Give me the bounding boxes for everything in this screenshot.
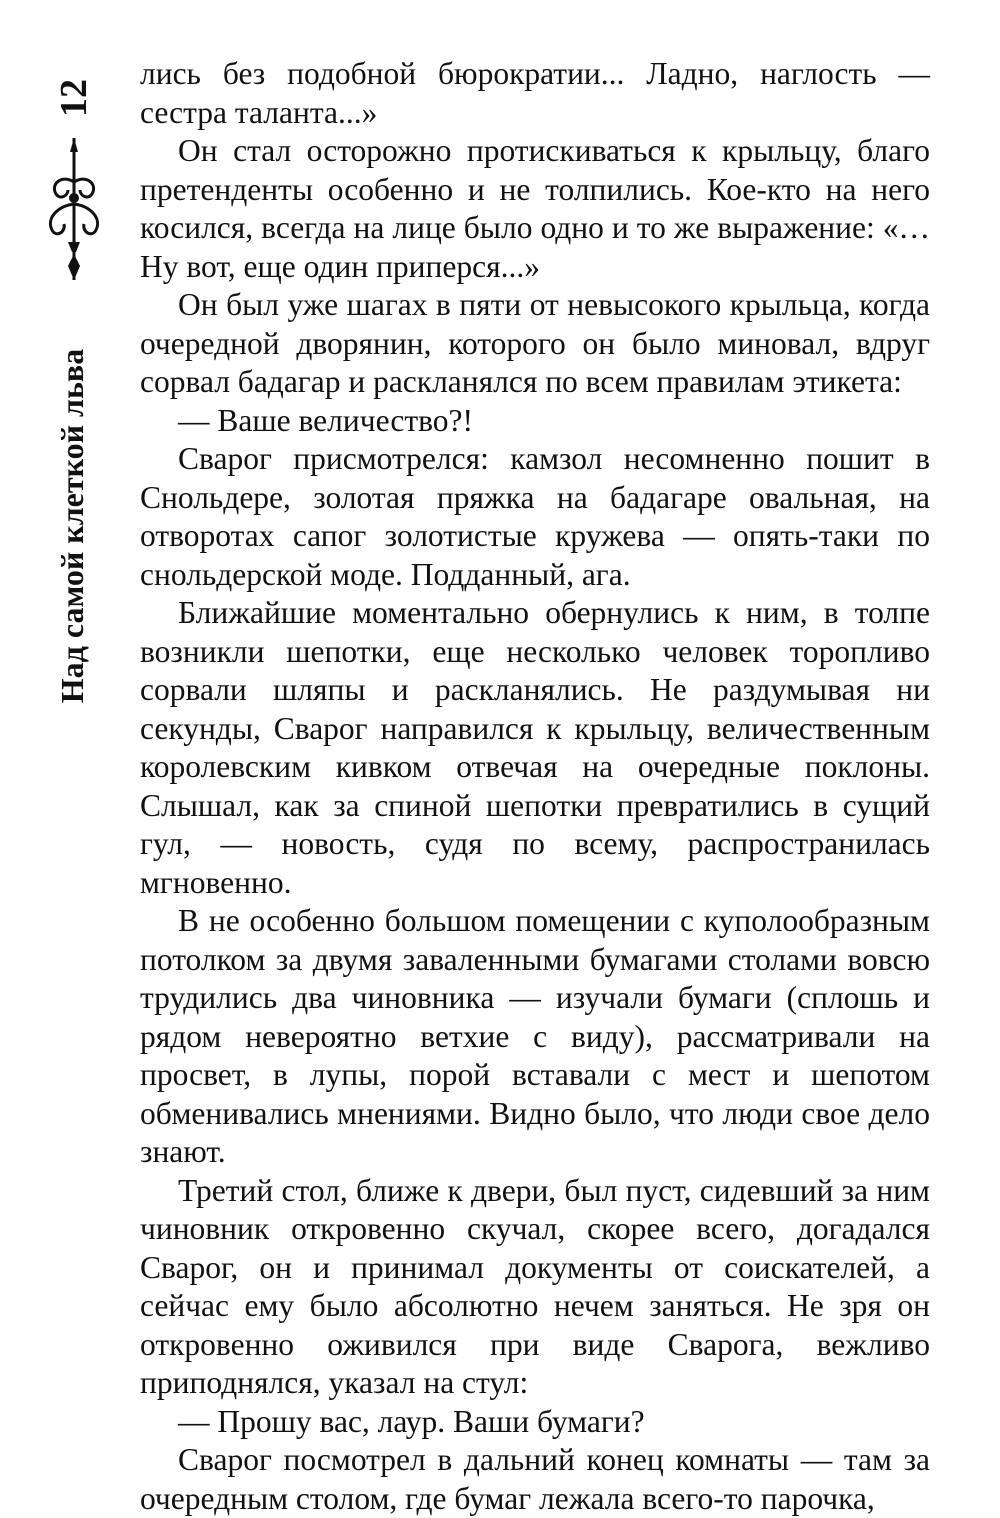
paragraph: Он был уже шагах в пяти от невысокого крыльца, когда очередной дворянин, которого он было миновал, вдруг сорвал бадагар и раскланялся по всем правилам этикета: xyxy=(140,287,930,399)
paragraph: В не особенно большом помещении с куполообразным потолком за двумя заваленными бумагами столами вовсю трудились два чиновника — изучали бумаги (сплошь и рядом невероятно ветхие с виду), рассматривали на просвет, в лупы, порой вставали с мест и шепотом обменивались мнениями. Видно было, что люди свое дело знают. xyxy=(140,903,930,1169)
paragraph: Ближайшие моментально обернулись к ним, в толпе возникли шепотки, еще несколько человек торопливо сорвали шляпы и раскланялись. Не раздумывая ни секунды, Сварог направился к крыльцу, величественным королевским кивком отвечая на очередные поклоны. Слышал, как за спиной шепотки превратились в сущий гул, — новость, судя по всему, распространилась мгновенно. xyxy=(140,595,930,900)
page-number: 12 xyxy=(53,79,95,117)
paragraph: Третий стол, ближе к двери, был пуст, сидевший за ним чиновник откровенно скучал, скорее всего, догадался Сварог, он и принимал документы от соискателей, а сейчас ему было абсолютно нечем заняться. Не зря он откровенно оживился при виде Сварога, вежливо приподнялся, указал на стул: xyxy=(140,1172,930,1400)
fleur-dagger-ornament-icon xyxy=(38,134,110,284)
page-margin xyxy=(30,50,110,710)
paragraph: Он стал осторожно протискиваться к крыльцу, благо претенденты особенно и не толпились. Кое-кто на него косился, всегда на лице было одно и то же выражение: «…Ну вот, еще один приперся...» xyxy=(140,133,930,284)
body-text xyxy=(140,55,930,1518)
paragraph: лись без подобной бюрократии... Ладно, наглость — сестра таланта...» xyxy=(140,56,930,130)
paragraph: — Ваше величество?! xyxy=(178,402,473,438)
paragraph: Сварог присмотрелся: камзол несомненно пошит в Снольдере, золотая пряжка на бадагаре овальная, на отворотах сапог золотистые кружева — опять-таки по снольдерской моде. Подданный, ага. xyxy=(140,441,930,592)
paragraph: — Прошу вас, лаур. Ваши бумаги? xyxy=(178,1403,645,1439)
paragraph: Сварог посмотрел в дальний конец комнаты — там за очередным столом, где бумаг лежала всего-то парочка, xyxy=(140,1442,930,1516)
running-title: Над самой клеткой льва xyxy=(53,348,90,704)
